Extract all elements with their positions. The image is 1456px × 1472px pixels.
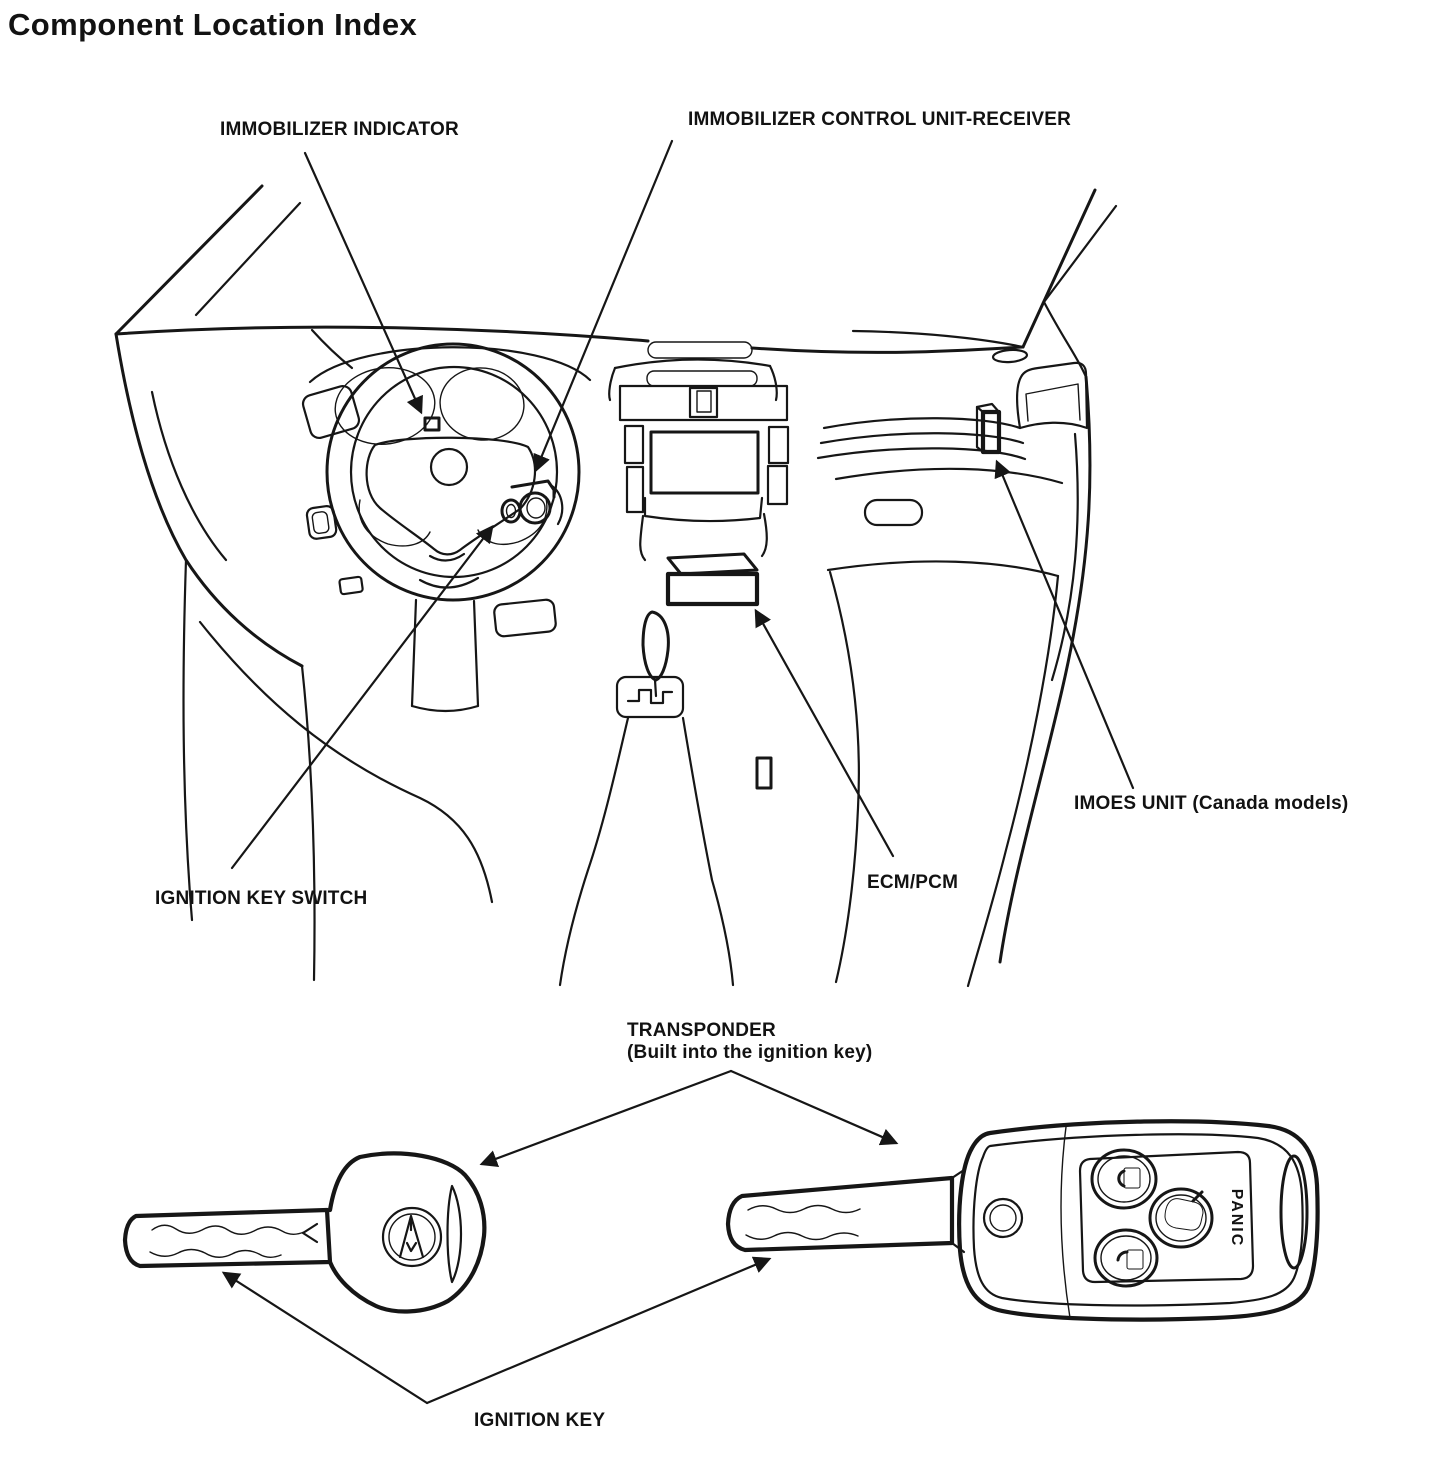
unlock-icon — [1118, 1250, 1143, 1269]
ignition-key-basic — [125, 1153, 484, 1311]
callout-transponder — [627, 1020, 872, 1064]
steering-wheel — [310, 344, 590, 600]
leader-imoes-unit — [997, 462, 1133, 788]
leader-transponder-right — [731, 1071, 896, 1143]
lock-button — [1092, 1150, 1156, 1208]
imoes-unit-box — [977, 404, 999, 452]
pedal — [493, 599, 556, 637]
passenger-dash — [818, 418, 1062, 986]
key-leaders — [224, 1071, 896, 1403]
leader-ignition-key-right — [427, 1259, 769, 1403]
leader-transponder-left — [482, 1071, 731, 1164]
callout-immobilizer-indicator: IMMOBILIZER INDICATOR — [220, 119, 459, 140]
lock-icon — [1119, 1168, 1140, 1188]
steering-column — [412, 599, 557, 711]
ecm-pcm-box — [668, 554, 757, 604]
callout-immobilizer-control-unit-receiver: IMMOBILIZER CONTROL UNIT-RECEIVER — [688, 109, 1072, 130]
center-stack — [609, 342, 788, 560]
panic-label: PANIC — [1228, 1188, 1245, 1248]
trunk-button — [1150, 1189, 1212, 1247]
blade-mark — [303, 1224, 317, 1242]
callout-ignition-key: IGNITION KEY — [474, 1410, 606, 1431]
unlock-button — [1095, 1230, 1157, 1286]
leader-ecm-pcm — [756, 611, 893, 856]
nav-screen — [651, 432, 758, 493]
shifter-console — [560, 612, 771, 985]
page-title: Component Location Index — [8, 7, 418, 42]
leader-ignition-key-left — [224, 1273, 427, 1403]
callout-transponder-title: TRANSPONDER — [627, 1020, 776, 1041]
callout-transponder-note: (Built into the ignition key) — [627, 1042, 873, 1063]
dashboard-leaders — [232, 141, 1133, 868]
passenger-door — [1000, 363, 1090, 962]
dashboard-illustration — [116, 141, 1133, 986]
callout-ignition-key-switch: IGNITION KEY SWITCH — [155, 888, 368, 909]
windshield-pillars — [116, 186, 1116, 377]
keys-illustration — [125, 1071, 1318, 1403]
callout-ecm-pcm: ECM/PCM — [867, 872, 959, 893]
callout-imoes-unit: IMOES UNIT (Canada models) — [1074, 793, 1349, 814]
